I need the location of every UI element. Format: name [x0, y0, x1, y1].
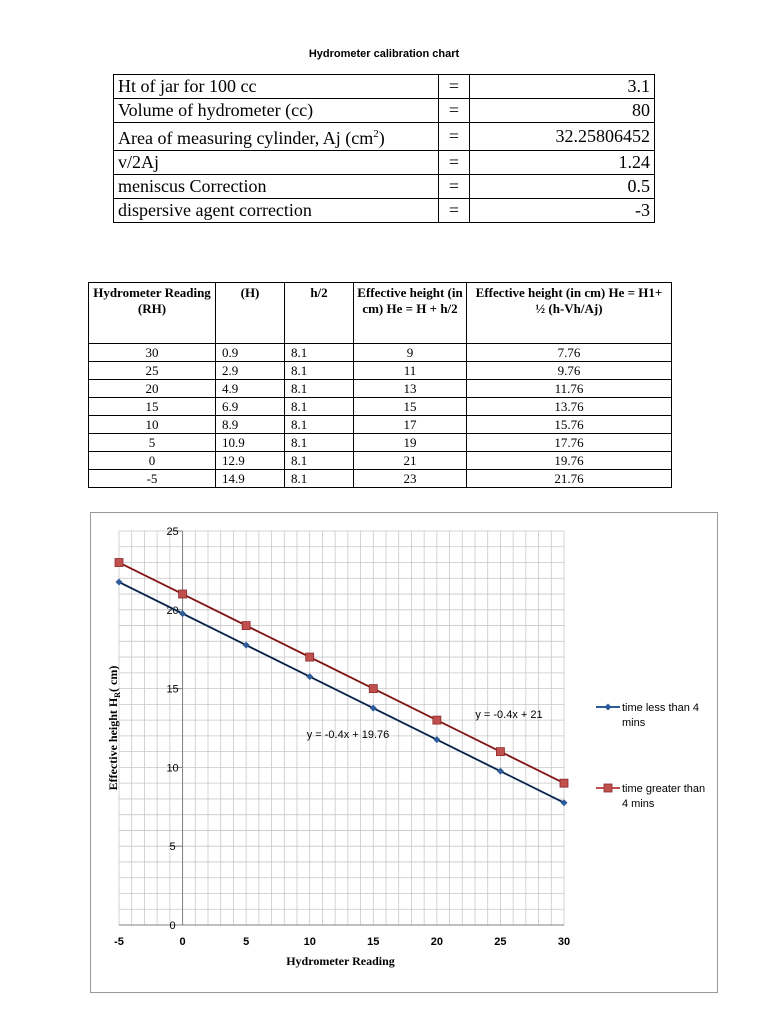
- data-point-1: [370, 705, 377, 712]
- legend-label-2: time greater than: [622, 783, 706, 795]
- trendline-label-1: y = -0.4x + 19.76: [306, 729, 390, 741]
- data-point-1: [179, 610, 186, 617]
- cell-h: 4.9: [216, 380, 285, 398]
- parameter-value: 80: [470, 99, 655, 123]
- cell-h: 14.9: [216, 470, 285, 488]
- legend-marker-2: [604, 784, 612, 792]
- y-tick-label: 0: [169, 920, 176, 932]
- data-point-1: [243, 642, 250, 649]
- parameter-label: Ht of jar for 100 cc: [114, 75, 439, 99]
- header-effective-height-1: Effective height (in cm) He = H + h/2: [354, 283, 467, 344]
- parameter-equals: =: [439, 199, 470, 223]
- y-tick-label: 15: [166, 683, 179, 696]
- y-tick-label: 10: [166, 762, 179, 775]
- data-point-1: [116, 579, 123, 586]
- header-hydrometer-reading: Hydrometer Reading (RH): [89, 283, 216, 344]
- trendline-1: [119, 582, 564, 803]
- parameter-equals: =: [439, 99, 470, 123]
- cell-reading: 0: [89, 452, 216, 470]
- page-title: Hydrometer calibration chart: [308, 48, 460, 60]
- x-axis-title: Hydrometer Reading: [286, 954, 395, 968]
- parameter-label: Volume of hydrometer (cc): [114, 99, 439, 123]
- cell-effective-height-1: 11: [354, 362, 467, 380]
- parameter-equals: =: [439, 75, 470, 99]
- x-tick-label: 20: [430, 936, 443, 948]
- cell-h-half: 8.1: [285, 344, 354, 362]
- cell-effective-height-2: 13.76: [467, 398, 672, 416]
- cell-h-half: 8.1: [285, 380, 354, 398]
- legend-label-1: time less than 4: [622, 702, 700, 714]
- parameter-label: dispersive agent correction: [114, 199, 439, 223]
- cell-effective-height-2: 17.76: [467, 434, 672, 452]
- parameter-value: 32.25806452: [470, 123, 655, 151]
- cell-h-half: 8.1: [285, 470, 354, 488]
- cell-effective-height-2: 15.76: [467, 416, 672, 434]
- cell-effective-height-2: 19.76: [467, 452, 672, 470]
- cell-effective-height-1: 9: [354, 344, 467, 362]
- cell-h-half: 8.1: [285, 362, 354, 380]
- x-tick-label: 15: [367, 936, 380, 948]
- cell-reading: 15: [89, 398, 216, 416]
- parameter-equals: =: [439, 123, 470, 151]
- cell-reading: 20: [89, 380, 216, 398]
- trendline-label-2: y = -0.4x + 21: [475, 709, 543, 721]
- cell-effective-height-2: 7.76: [467, 344, 672, 362]
- header-effective-height-2: Effective height (in cm) He = H1+ ½ (h-Vh/Aj): [467, 283, 672, 344]
- cell-h-half: 8.1: [285, 398, 354, 416]
- data-point-1: [433, 736, 440, 743]
- y-tick-label: 25: [166, 526, 179, 538]
- y-axis-title-subscript: R: [113, 691, 122, 698]
- parameter-value: -3: [470, 199, 655, 223]
- y-axis-title: [106, 666, 122, 791]
- cell-h: 0.9: [216, 344, 285, 362]
- cell-reading: 25: [89, 362, 216, 380]
- parameter-value: 3.1: [470, 75, 655, 99]
- cell-h: 10.9: [216, 434, 285, 452]
- cell-h-half: 8.1: [285, 434, 354, 452]
- header-h-half: h/2: [285, 283, 354, 344]
- y-axis-title-main: Effective height H: [106, 697, 120, 791]
- data-point-2: [115, 559, 123, 567]
- data-point-1: [306, 673, 313, 680]
- data-point-2: [496, 748, 504, 756]
- x-tick-label: 25: [494, 936, 507, 948]
- header-h: (H): [216, 283, 285, 344]
- data-point-1: [497, 768, 504, 775]
- cell-reading: 30: [89, 344, 216, 362]
- parameter-label: meniscus Correction: [114, 175, 439, 199]
- cell-h: 2.9: [216, 362, 285, 380]
- legend-label-1: mins: [622, 717, 646, 729]
- cell-effective-height-1: 21: [354, 452, 467, 470]
- x-tick-label: -5: [114, 936, 124, 948]
- data-point-2: [560, 779, 568, 787]
- cell-effective-height-1: 17: [354, 416, 467, 434]
- cell-h-half: 8.1: [285, 452, 354, 470]
- data-point-2: [179, 590, 187, 598]
- data-point-2: [242, 622, 250, 630]
- cell-reading: 10: [89, 416, 216, 434]
- parameter-label: Area of measuring cylinder, Aj $(cm^2)$: [114, 123, 439, 151]
- x-tick-label: 10: [303, 936, 316, 948]
- legend-label-2: 4 mins: [622, 798, 655, 810]
- cell-h-half: 8.1: [285, 416, 354, 434]
- cell-effective-height-2: 11.76: [467, 380, 672, 398]
- cell-h: 12.9: [216, 452, 285, 470]
- y-tick-label: 20: [166, 604, 179, 617]
- parameter-label: v/2Aj: [114, 151, 439, 175]
- legend-marker-1: [605, 704, 612, 711]
- data-point-2: [369, 685, 377, 693]
- data-point-2: [306, 653, 314, 661]
- cell-h: 8.9: [216, 416, 285, 434]
- data-point-1: [561, 799, 568, 806]
- cell-effective-height-2: 9.76: [467, 362, 672, 380]
- cell-reading: -5: [89, 470, 216, 488]
- cell-effective-height-2: 21.76: [467, 470, 672, 488]
- cell-effective-height-1: 13: [354, 380, 467, 398]
- cell-effective-height-1: 15: [354, 398, 467, 416]
- parameter-label-superscript: 2: [373, 128, 379, 140]
- x-tick-label: 30: [557, 936, 571, 948]
- cell-reading: 5: [89, 434, 216, 452]
- parameter-equals: =: [439, 175, 470, 199]
- cell-effective-height-1: 19: [354, 434, 467, 452]
- y-axis-title-unit: ( cm): [106, 665, 120, 692]
- parameter-value: 1.24: [470, 151, 655, 175]
- y-tick-label: 5: [169, 841, 176, 854]
- x-tick-label: 5: [243, 936, 250, 948]
- cell-effective-height-1: 23: [354, 470, 467, 488]
- cell-h: 6.9: [216, 398, 285, 416]
- data-point-2: [433, 716, 441, 724]
- x-tick-label: 0: [179, 936, 186, 948]
- parameter-equals: =: [439, 151, 470, 175]
- parameter-value: 0.5: [470, 175, 655, 199]
